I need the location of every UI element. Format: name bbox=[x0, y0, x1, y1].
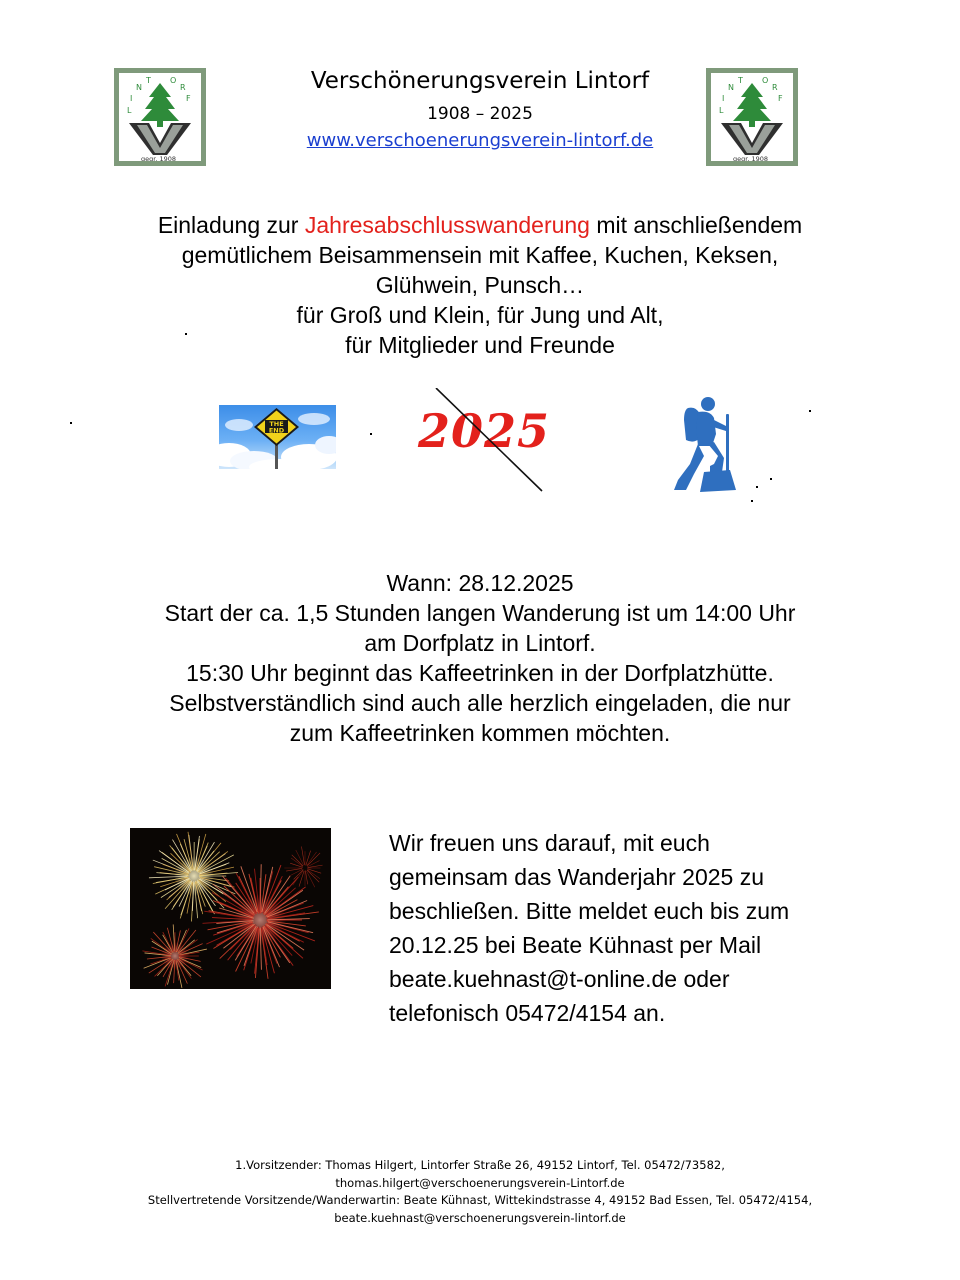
hike-title-highlight: Jahresabschlusswanderung bbox=[304, 212, 590, 238]
invitation-line-1 bbox=[80, 210, 880, 240]
logo-letter: I bbox=[130, 94, 133, 103]
org-years: 1908 – 2025 bbox=[427, 104, 533, 124]
rsvp-line-3: beschließen. Bitte meldet euch bis zum bbox=[389, 898, 790, 924]
hiker-icon bbox=[668, 394, 740, 494]
event-date: Wann: 28.12.2025 bbox=[386, 570, 574, 596]
invitation-line-5: für Mitglieder und Freunde bbox=[345, 332, 615, 358]
logo-letter: N bbox=[728, 83, 734, 92]
logo-caption: gegr. 1908 bbox=[141, 155, 177, 161]
invitation-line-3: Glühwein, Punsch… bbox=[375, 272, 585, 298]
website-link-text[interactable]: www.verschoenerungsverein-lintorf.de bbox=[306, 130, 654, 151]
logo-caption: gegr. 1908 bbox=[733, 155, 769, 161]
footer-chair: 1.Vorsitzender: Thomas Hilgert, Lintorfer Straße 26, 49152 Lintorf, Tel. 05472/73582, bbox=[235, 1158, 725, 1172]
invitation-text bbox=[80, 210, 880, 360]
invitation-line-2: gemütlichem Beisammensein mit Kaffee, Kuchen, Keksen, bbox=[181, 242, 779, 268]
footer-vice-chair: Stellvertretende Vorsitzende/Wanderwartin: Beate Kühnast, Wittekindstrasse 4, 49152 Bad Essen, Tel. 05472/4154, bbox=[147, 1193, 813, 1207]
rsvp-line-2: gemeinsam das Wanderjahr 2025 zu bbox=[389, 864, 765, 890]
details-line-4: 15:30 Uhr beginnt das Kaffeetrinken in der Dorfplatzhütte. bbox=[186, 660, 774, 686]
logo-letter: O bbox=[170, 76, 177, 85]
logo-letter: L bbox=[127, 106, 132, 115]
rsvp-line-4: 20.12.25 bei Beate Kühnast per Mail bbox=[389, 932, 762, 958]
sign-text-end: END bbox=[268, 426, 285, 435]
crossed-out-year bbox=[410, 388, 560, 494]
stray-dot bbox=[751, 500, 753, 502]
logo-letter: I bbox=[722, 94, 725, 103]
stray-dot bbox=[770, 478, 772, 480]
details-line-6: zum Kaffeetrinken kommen möchten. bbox=[289, 720, 671, 746]
year-2025: 2025 bbox=[418, 404, 551, 458]
logo-letter: L bbox=[719, 106, 724, 115]
stray-dot bbox=[756, 486, 758, 488]
rsvp-phone: telefonisch 05472/4154 an. bbox=[389, 1000, 666, 1026]
footer-vice-chair-email[interactable]: beate.kuehnast@verschoenerungsverein-lintorf.de bbox=[334, 1210, 626, 1225]
the-end-sign-image bbox=[219, 405, 336, 469]
stray-dot bbox=[370, 433, 372, 435]
fireworks-image bbox=[130, 828, 331, 989]
logo-letter: O bbox=[762, 76, 769, 85]
details-line-2: Start der ca. 1,5 Stunden langen Wanderung ist um 14:00 Uhr bbox=[164, 600, 796, 626]
footer-chair-email[interactable]: thomas.hilgert@verschoenerungsverein-Lintorf.de bbox=[335, 1175, 625, 1190]
sign-text-the: THE bbox=[269, 420, 284, 428]
logo-letter: T bbox=[146, 76, 151, 85]
logo-letter: R bbox=[180, 83, 186, 92]
logo-letter: T bbox=[738, 76, 743, 85]
invitation-suffix: mit anschließendem bbox=[589, 212, 803, 238]
footer-contacts bbox=[40, 1157, 920, 1227]
event-details bbox=[80, 568, 880, 748]
details-line-3: am Dorfplatz in Lintorf. bbox=[364, 630, 596, 656]
invitation-prefix: Einladung zur bbox=[157, 212, 305, 238]
logo-letter: R bbox=[772, 83, 778, 92]
rsvp-text bbox=[389, 826, 859, 1030]
logo-letter: F bbox=[186, 94, 191, 103]
stray-dot bbox=[70, 422, 72, 424]
rsvp-email[interactable]: beate.kuehnast@t-online.de oder bbox=[389, 966, 730, 992]
logo-letter: F bbox=[778, 94, 783, 103]
stray-dot bbox=[185, 333, 187, 335]
invitation-line-4: für Groß und Klein, für Jung und Alt, bbox=[296, 302, 664, 328]
details-line-5: Selbstverständlich sind auch alle herzlich eingeladen, die nur bbox=[169, 690, 791, 716]
fireworks-icon bbox=[130, 828, 331, 989]
strike-line bbox=[410, 388, 560, 494]
logo-letter: N bbox=[136, 83, 142, 92]
org-name: Verschönerungsverein Lintorf bbox=[310, 68, 650, 94]
website-link[interactable] bbox=[0, 130, 960, 151]
the-end-road-sign-icon bbox=[219, 405, 336, 469]
rsvp-line-1: Wir freuen uns darauf, mit euch bbox=[389, 830, 710, 856]
stray-dot bbox=[809, 410, 811, 412]
